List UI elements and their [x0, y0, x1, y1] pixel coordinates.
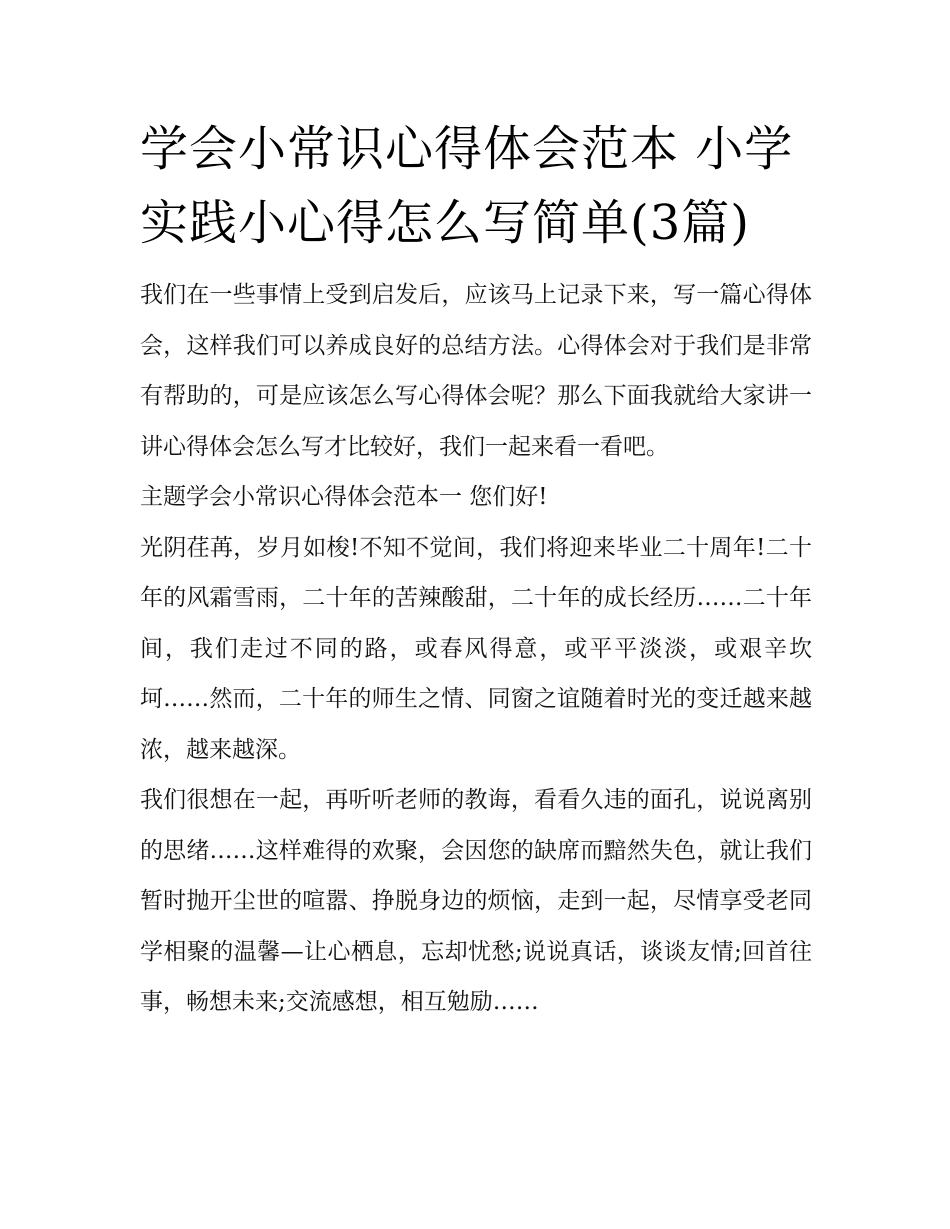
- document-page: [140, 112, 812, 1028]
- paragraph-greeting: 主题学会小常识心得体会范本一 您们好!: [140, 484, 548, 510]
- paragraph-intro: 我们在一些事情上受到启发后，应该马上记录下来，写一篇心得体会，这样我们可以养成良好的总结方法。心得体会对于我们是非常有帮助的，可是应该怎么写心得体会呢？那么下面我就给大家讲一讲心得体会怎么写才比较好，我们一起来看一看吧。: [140, 282, 812, 460]
- paragraph-twenty-years: 光阴荏苒，岁月如梭!不知不觉间，我们将迎来毕业二十周年!二十年的风霜雪雨，二十年的苦辣酸甜，二十年的成长经历……二十年间，我们走过不同的路，或春风得意，或平平淡淡，或艰辛坎坷……然而，二十年的师生之情、同窗之谊随着时光的变迁越来越浓，越来越深。: [140, 534, 812, 763]
- document-body: [140, 270, 812, 1028]
- paragraph-reunion: 我们很想在一起，再听听老师的教诲，看看久违的面孔，说说离别的思绪……这样难得的欢聚，会因您的缺席而黯然失色，就让我们暂时抛开尘世的喧嚣、挣脱身边的烦恼，走到一起，尽情享受老同学相聚的温馨—让心栖息，忘却忧愁;说说真话，谈谈友情;回首往事，畅想未来;交流感想，相互勉励……: [140, 787, 812, 1015]
- document-title: 学会小常识心得体会范本 小学实践小心得怎么写简单(3篇): [140, 121, 794, 251]
